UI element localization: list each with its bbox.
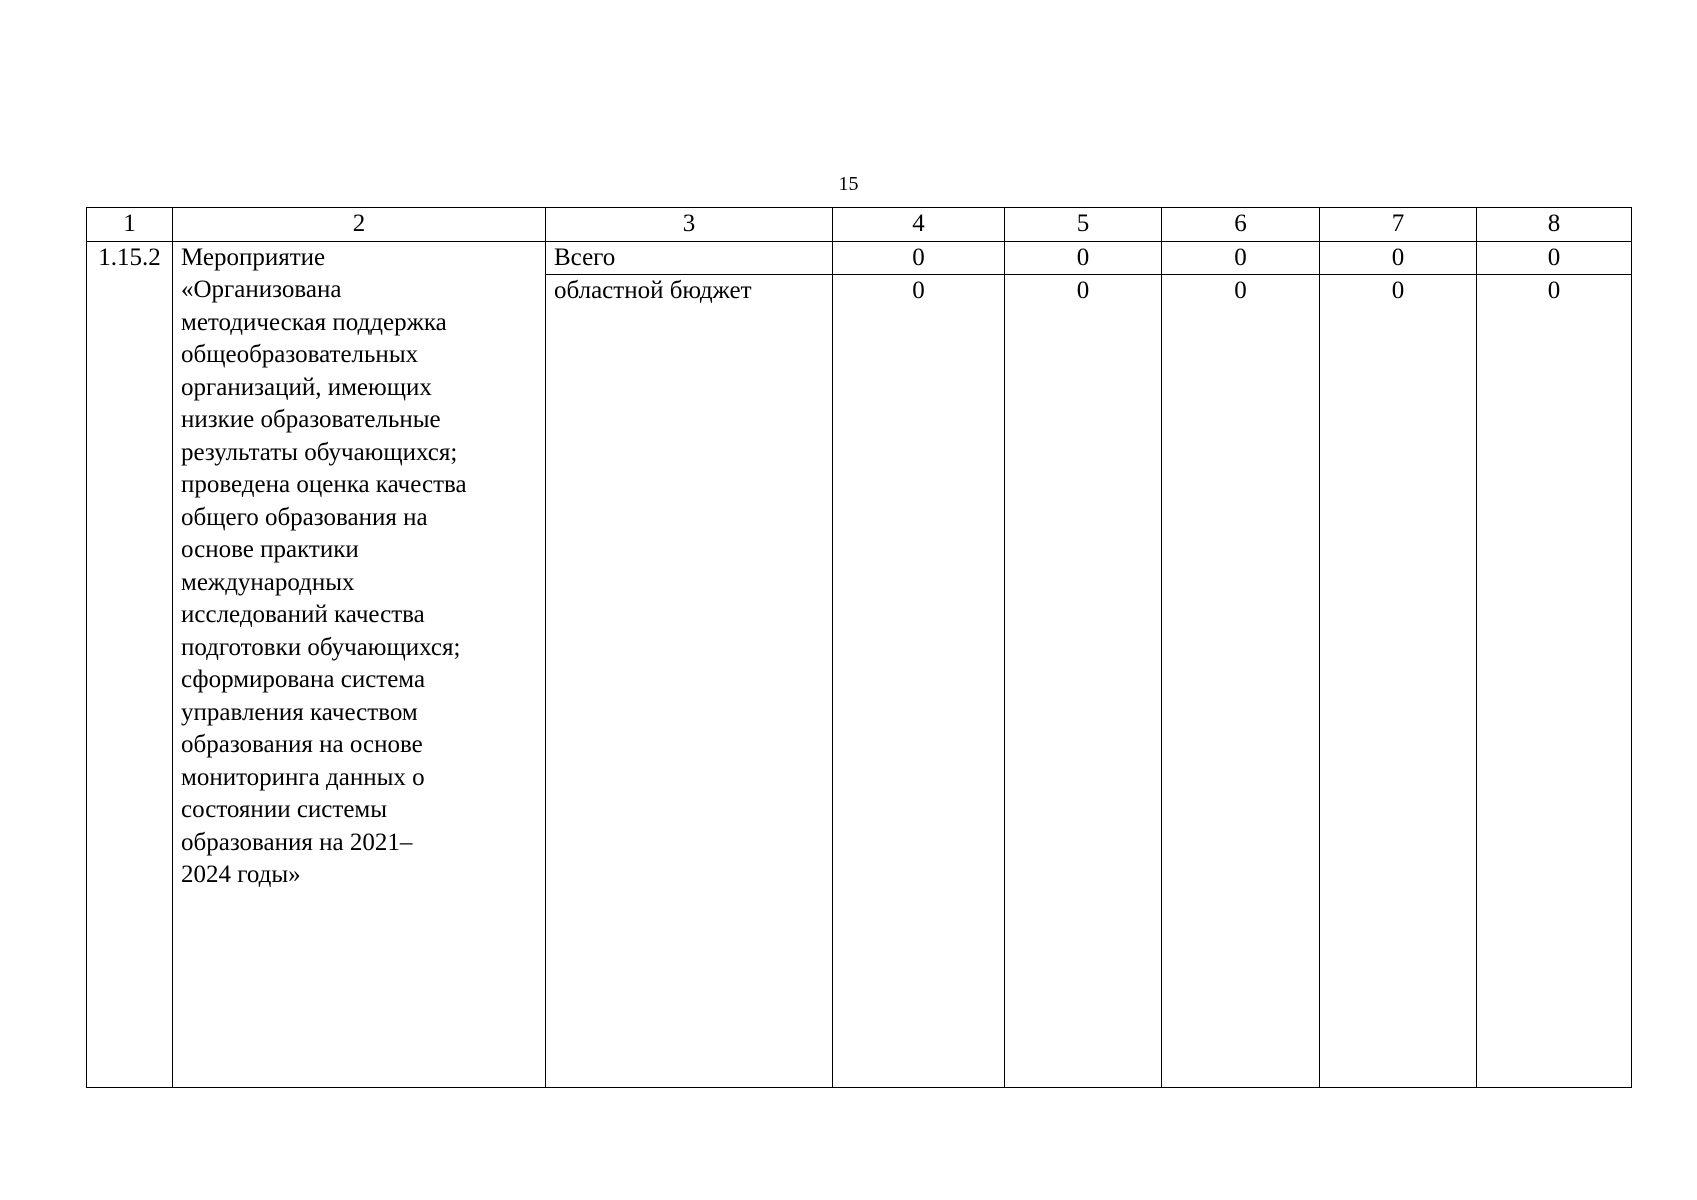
description-line: сформирована система <box>181 666 426 693</box>
description-line: результаты обучающихся; <box>181 438 458 466</box>
header-col-6: 6 <box>1162 208 1320 242</box>
description-line: организаций, имеющих <box>181 373 432 401</box>
value-total-col-7: 0 <box>1320 241 1477 275</box>
description-line: образования на 2021– <box>181 828 413 856</box>
value-total-col-4: 0 <box>833 241 1005 275</box>
value-regional-col-4: 0 <box>833 275 1005 1088</box>
description-line: мониторинга данных о <box>181 763 425 791</box>
description-line: состоянии системы <box>181 796 388 823</box>
value-total-col-6: 0 <box>1162 241 1320 275</box>
description-line: низкие образовательные <box>181 406 441 433</box>
description-line: методическая поддержка <box>181 308 447 336</box>
row-number: 1.15.2 <box>87 241 173 1088</box>
row-description <box>173 241 546 1088</box>
value-regional-col-6: 0 <box>1162 275 1320 1088</box>
table-row <box>87 241 1632 275</box>
description-line: общего образования на <box>181 503 428 531</box>
description-line: проведена оценка качества <box>181 471 467 498</box>
page-number: 15 <box>838 173 859 195</box>
source-label-regional-budget: областной бюджет <box>546 275 833 1088</box>
description-line: основе практики <box>181 536 359 563</box>
description-line: общеобразовательных <box>181 341 419 368</box>
header-col-3: 3 <box>546 208 833 242</box>
description-line: международных <box>181 568 355 596</box>
header-col-5: 5 <box>1005 208 1162 242</box>
description-line: исследований качества <box>181 601 425 628</box>
header-col-1: 1 <box>87 208 173 242</box>
value-regional-col-8: 0 <box>1477 275 1632 1088</box>
value-total-col-5: 0 <box>1005 241 1162 275</box>
header-col-4: 4 <box>833 208 1005 242</box>
source-label-total: Всего <box>546 241 833 275</box>
description-line: образования на основе <box>181 731 423 758</box>
budget-table <box>86 207 1632 1088</box>
description-line: 2024 годы» <box>181 861 301 888</box>
header-col-2: 2 <box>173 208 546 242</box>
description-line: Мероприятие <box>181 243 326 271</box>
header-col-8: 8 <box>1477 208 1632 242</box>
value-total-col-8: 0 <box>1477 241 1632 275</box>
description-line: управления качеством <box>181 698 418 726</box>
description-line: «Организована <box>181 276 342 303</box>
description-line: подготовки обучающихся; <box>181 633 461 661</box>
header-col-7: 7 <box>1320 208 1477 242</box>
value-regional-col-7: 0 <box>1320 275 1477 1088</box>
value-regional-col-5: 0 <box>1005 275 1162 1088</box>
table-header-row <box>87 208 1632 242</box>
